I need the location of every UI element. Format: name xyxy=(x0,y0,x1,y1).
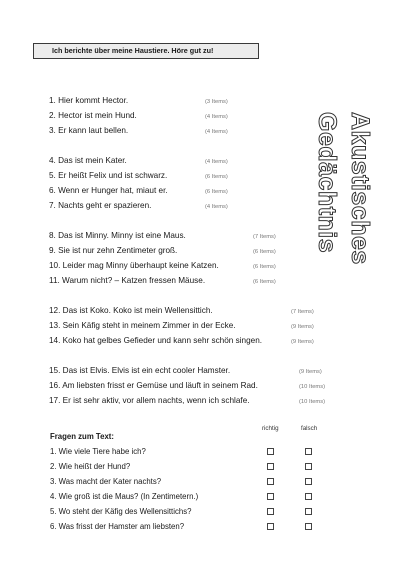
question-5-richtig-checkbox[interactable] xyxy=(267,508,274,515)
question-4-falsch-checkbox[interactable] xyxy=(305,493,312,500)
sentence-5-item-count: (6 Items) xyxy=(205,174,228,180)
sentence-9: 9. Sie ist nur zehn Zentimeter groß. xyxy=(49,246,178,255)
sentence-8: 8. Das ist Minny. Minny ist eine Maus. xyxy=(49,231,186,240)
sentence-12: 12. Das ist Koko. Koko ist mein Wellensittich. xyxy=(49,306,213,315)
question-1: 1. Wie viele Tiere habe ich? xyxy=(50,447,146,456)
sentence-10: 10. Leider mag Minny überhaupt keine Katzen. xyxy=(49,261,219,270)
question-4-richtig-checkbox[interactable] xyxy=(267,493,274,500)
question-1-richtig-checkbox[interactable] xyxy=(267,448,274,455)
sentence-5: 5. Er heißt Felix und ist schwarz. xyxy=(49,171,168,180)
sentence-17: 17. Er ist sehr aktiv, vor allem nachts, wenn ich schlafe. xyxy=(49,396,250,405)
sentence-2: 2. Hector ist mein Hund. xyxy=(49,111,137,120)
question-5: 5. Wo steht der Käfig des Wellensittichs? xyxy=(50,507,192,516)
sentence-1-item-count: (3 Items) xyxy=(205,99,228,105)
sentence-3-item-count: (4 Items) xyxy=(205,129,228,135)
sentence-1: 1. Hier kommt Hector. xyxy=(49,96,129,105)
sentence-11: 11. Warum nicht? – Katzen fressen Mäuse. xyxy=(49,276,206,285)
sentence-8-item-count: (7 Items) xyxy=(253,234,276,240)
question-5-falsch-checkbox[interactable] xyxy=(305,508,312,515)
sentence-13: 13. Sein Käfig steht in meinem Zimmer in der Ecke. xyxy=(49,321,236,330)
sentence-6-item-count: (6 Items) xyxy=(205,189,228,195)
sentence-15: 15. Das ist Elvis. Elvis ist ein echt cooler Hamster. xyxy=(49,366,231,375)
question-6: 6. Was frisst der Hamster am liebsten? xyxy=(50,522,185,531)
question-2: 2. Wie heißt der Hund? xyxy=(50,462,131,471)
question-4: 4. Wie groß ist die Maus? (In Zentimetern.) xyxy=(50,492,199,501)
sentence-4: 4. Das ist mein Kater. xyxy=(49,156,127,165)
question-3: 3. Was macht der Kater nachts? xyxy=(50,477,162,486)
question-2-falsch-checkbox[interactable] xyxy=(305,463,312,470)
sentence-7: 7. Nachts geht er spazieren. xyxy=(49,201,152,210)
sentence-15-item-count: (9 Items) xyxy=(299,369,322,375)
sentence-11-item-count: (6 Items) xyxy=(253,279,276,285)
question-2-richtig-checkbox[interactable] xyxy=(267,463,274,470)
sentence-16-item-count: (10 Items) xyxy=(299,384,326,390)
question-3-richtig-checkbox[interactable] xyxy=(267,478,274,485)
column-header-richtig: richtig xyxy=(262,425,279,432)
sentence-12-item-count: (7 Items) xyxy=(291,309,314,315)
sentence-2-item-count: (4 Items) xyxy=(205,114,228,120)
sentence-3: 3. Er kann laut bellen. xyxy=(49,126,129,135)
sentence-6: 6. Wenn er Hunger hat, miaut er. xyxy=(49,186,168,195)
question-1-falsch-checkbox[interactable] xyxy=(305,448,312,455)
sentence-9-item-count: (6 Items) xyxy=(253,249,276,255)
sentence-13-item-count: (9 Items) xyxy=(291,324,314,330)
side-title-akustisches: Akustisches xyxy=(346,112,374,265)
question-6-falsch-checkbox[interactable] xyxy=(305,523,312,530)
worksheet-header: Ich berichte über meine Haustiere. Höre gut zu! xyxy=(33,43,259,59)
sentence-14-item-count: (9 Items) xyxy=(291,339,314,345)
question-6-richtig-checkbox[interactable] xyxy=(267,523,274,530)
sentence-17-item-count: (10 Items) xyxy=(299,399,326,405)
sentence-4-item-count: (4 Items) xyxy=(205,159,228,165)
questions-title: Fragen zum Text: xyxy=(50,432,114,441)
sentence-14: 14. Koko hat gelbes Gefieder und kann sehr schön singen. xyxy=(49,336,263,345)
sentence-7-item-count: (4 Items) xyxy=(205,204,228,210)
side-title-gedaechtnis: Gedächtnis xyxy=(313,112,341,254)
sentence-16: 16. Am liebsten frisst er Gemüse und läuft in seinem Rad. xyxy=(49,381,258,390)
column-header-falsch: falsch xyxy=(301,425,318,432)
sentence-10-item-count: (6 Items) xyxy=(253,264,276,270)
question-3-falsch-checkbox[interactable] xyxy=(305,478,312,485)
